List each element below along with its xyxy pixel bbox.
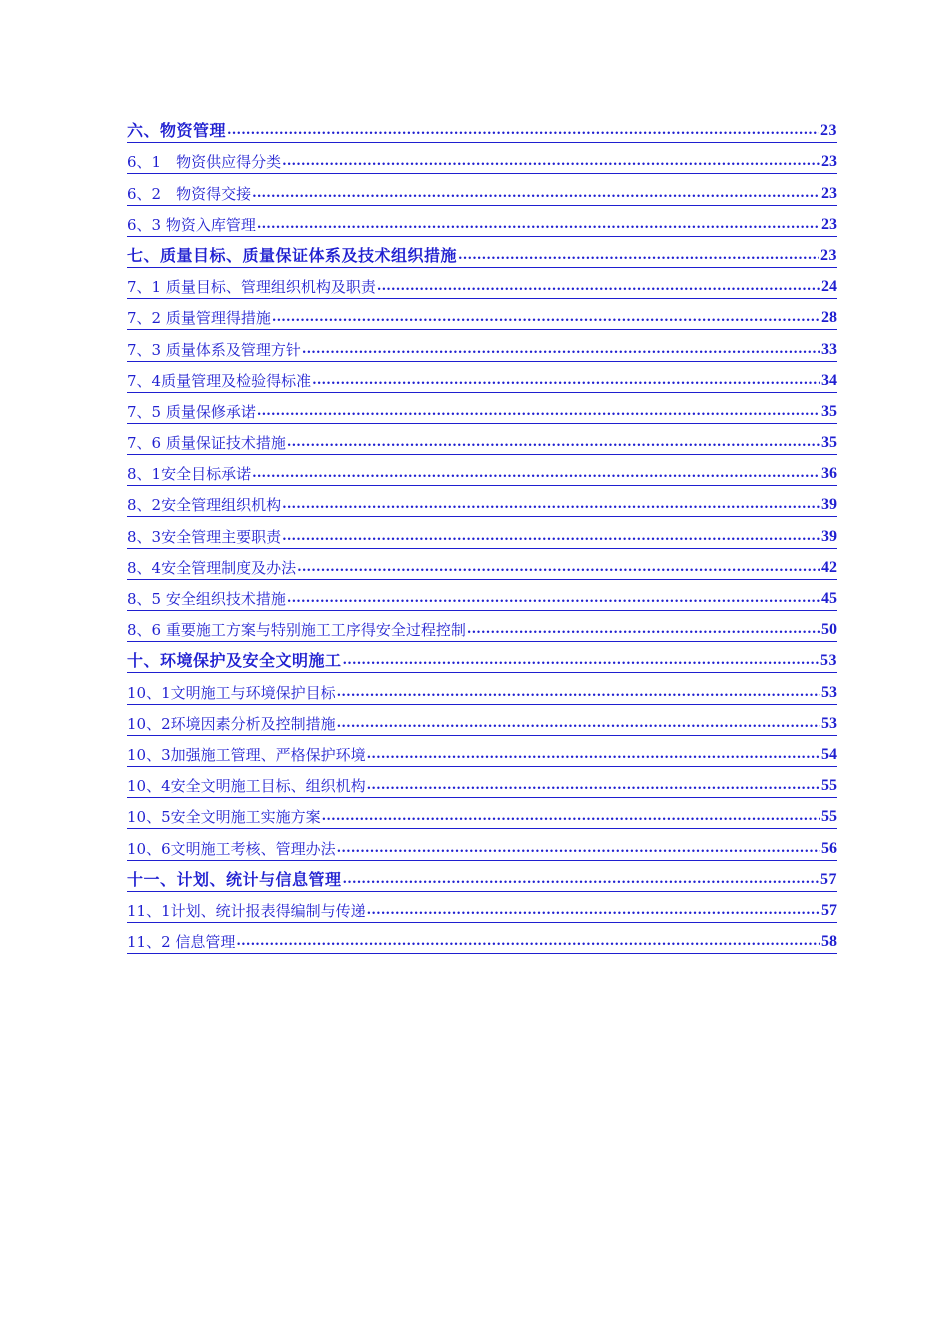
toc-entry-title: 十、环境保护及安全文明施工 <box>127 651 342 671</box>
toc-entry-page-number: 57 <box>820 870 837 888</box>
toc-entry-title: 7、3 质量体系及管理方针 <box>127 340 301 359</box>
toc-entry-title: 10、1文明施工与环境保护目标 <box>127 683 336 702</box>
toc-entry[interactable] <box>127 174 837 205</box>
toc-entry[interactable] <box>127 268 837 299</box>
toc-entry-title: 10、4安全文明施工目标、组织机构 <box>127 777 366 796</box>
toc-entry[interactable] <box>127 798 837 829</box>
toc-dot-leader <box>337 684 820 702</box>
toc-entry-title: 六、物资管理 <box>127 121 227 141</box>
toc-entry-title: 7、4质量管理及检验得标准 <box>127 371 312 390</box>
toc-dot-leader <box>467 621 820 639</box>
toc-entry[interactable] <box>127 143 837 174</box>
toc-dot-leader <box>377 278 820 296</box>
toc-dot-leader <box>322 808 820 826</box>
toc-entry-title: 10、5安全文明施工实施方案 <box>127 808 321 827</box>
toc-dot-leader <box>337 715 820 733</box>
toc-entry[interactable] <box>127 362 837 393</box>
toc-entry-title: 8、1安全目标承诺 <box>127 465 252 484</box>
toc-entry[interactable] <box>127 424 837 455</box>
toc-dot-leader <box>257 216 820 234</box>
toc-entry[interactable] <box>127 611 837 642</box>
toc-entry[interactable] <box>127 829 837 860</box>
toc-entry[interactable] <box>127 673 837 704</box>
toc-entry[interactable] <box>127 237 837 268</box>
toc-entry-title: 8、4安全管理制度及办法 <box>127 558 297 577</box>
toc-entry-page-number: 55 <box>821 777 837 795</box>
toc-entry[interactable] <box>127 642 837 673</box>
toc-entry-title: 6、2 物资得交接 <box>127 184 252 203</box>
toc-dot-leader <box>252 185 820 203</box>
toc-dot-leader <box>236 933 820 951</box>
toc-dot-leader <box>287 434 820 452</box>
toc-dot-leader <box>312 372 820 390</box>
toc-entry[interactable] <box>127 455 837 486</box>
toc-entry[interactable] <box>127 299 837 330</box>
toc-entry-page-number: 39 <box>821 496 837 514</box>
toc-entry[interactable] <box>127 892 837 923</box>
toc-entry[interactable] <box>127 393 837 424</box>
toc-entry-page-number: 45 <box>821 590 837 607</box>
toc-dot-leader <box>282 528 820 546</box>
toc-entry-title: 11、2 信息管理 <box>127 933 236 952</box>
toc-dot-leader <box>287 590 820 608</box>
toc-dot-leader <box>458 247 819 265</box>
toc-dot-leader <box>343 871 819 889</box>
toc-entry-title: 11、1计划、统计报表得编制与传递 <box>127 901 366 920</box>
toc-entry-page-number: 23 <box>820 246 837 264</box>
toc-entry-page-number: 23 <box>821 153 837 171</box>
toc-entry-title: 8、3安全管理主要职责 <box>127 527 282 546</box>
toc-dot-leader <box>302 341 820 359</box>
toc-entry-page-number: 50 <box>821 621 837 639</box>
toc-entry-page-number: 28 <box>821 309 837 327</box>
toc-entry[interactable] <box>127 705 837 736</box>
toc-entry-title: 10、3加强施工管理、严格保护环境 <box>127 745 366 764</box>
toc-entry-title: 8、5 安全组织技术措施 <box>127 590 286 608</box>
toc-entry-title: 7、1 质量目标、管理组织机构及职责 <box>127 278 376 297</box>
toc-entry[interactable] <box>127 112 837 143</box>
toc-dot-leader <box>367 777 820 795</box>
toc-entry-page-number: 24 <box>821 278 837 296</box>
toc-dot-leader <box>282 153 820 171</box>
toc-entry[interactable] <box>127 517 837 548</box>
toc-dot-leader <box>337 840 820 858</box>
toc-entry-page-number: 35 <box>821 402 837 420</box>
toc-entry[interactable] <box>127 330 837 361</box>
toc-entry-page-number: 58 <box>821 933 837 951</box>
toc-entry-page-number: 53 <box>820 652 837 670</box>
toc-entry-title: 6、3 物资入库管理 <box>127 215 256 234</box>
toc-entry-page-number: 36 <box>821 465 837 483</box>
toc-entry-page-number: 53 <box>821 683 837 701</box>
toc-entry-page-number: 23 <box>820 122 837 140</box>
toc-entry-page-number: 23 <box>821 215 837 233</box>
toc-entry[interactable] <box>127 580 837 611</box>
toc-entry-title: 10、2环境因素分析及控制措施 <box>127 714 336 733</box>
toc-entry-title: 8、2安全管理组织机构 <box>127 496 282 515</box>
toc-dot-leader <box>257 403 820 421</box>
toc-dot-leader <box>282 496 820 514</box>
toc-dot-leader <box>227 122 819 140</box>
toc-entry-title: 10、6文明施工考核、管理办法 <box>127 839 336 858</box>
toc-entry-title: 6、1 物资供应得分类 <box>127 153 282 172</box>
toc-dot-leader <box>272 309 820 327</box>
toc-entry-page-number: 54 <box>821 745 837 763</box>
toc-entry-page-number: 35 <box>821 434 837 452</box>
table-of-contents <box>127 112 837 954</box>
toc-entry[interactable] <box>127 861 837 892</box>
toc-entry[interactable] <box>127 767 837 798</box>
toc-entry-title: 7、5 质量保修承诺 <box>127 402 256 421</box>
toc-entry-page-number: 56 <box>821 839 837 857</box>
toc-entry-page-number: 23 <box>821 184 837 202</box>
toc-entry-page-number: 33 <box>821 340 837 358</box>
toc-entry-page-number: 39 <box>821 527 837 545</box>
toc-entry-page-number: 53 <box>821 714 837 732</box>
toc-entry[interactable] <box>127 486 837 517</box>
toc-entry[interactable] <box>127 206 837 237</box>
toc-dot-leader <box>367 746 820 764</box>
toc-entry-title: 十一、计划、统计与信息管理 <box>127 869 342 889</box>
toc-entry[interactable] <box>127 736 837 767</box>
toc-entry-page-number: 42 <box>821 558 837 576</box>
toc-dot-leader <box>297 559 820 577</box>
toc-entry-title: 8、6 重要施工方案与特别施工工序得安全过程控制 <box>127 621 466 640</box>
toc-dot-leader <box>367 902 820 920</box>
toc-entry-title: 七、质量目标、质量保证体系及技术组织措施 <box>127 245 458 265</box>
toc-entry-page-number: 57 <box>821 901 837 919</box>
toc-entry-page-number: 34 <box>821 371 837 389</box>
toc-dot-leader <box>343 652 819 670</box>
toc-dot-leader <box>252 465 820 483</box>
toc-entry-title: 7、6 质量保证技术措施 <box>127 434 286 453</box>
toc-entry-title: 7、2 质量管理得措施 <box>127 309 271 328</box>
toc-entry[interactable] <box>127 923 837 954</box>
toc-entry-page-number: 55 <box>821 808 837 826</box>
toc-entry[interactable] <box>127 549 837 580</box>
